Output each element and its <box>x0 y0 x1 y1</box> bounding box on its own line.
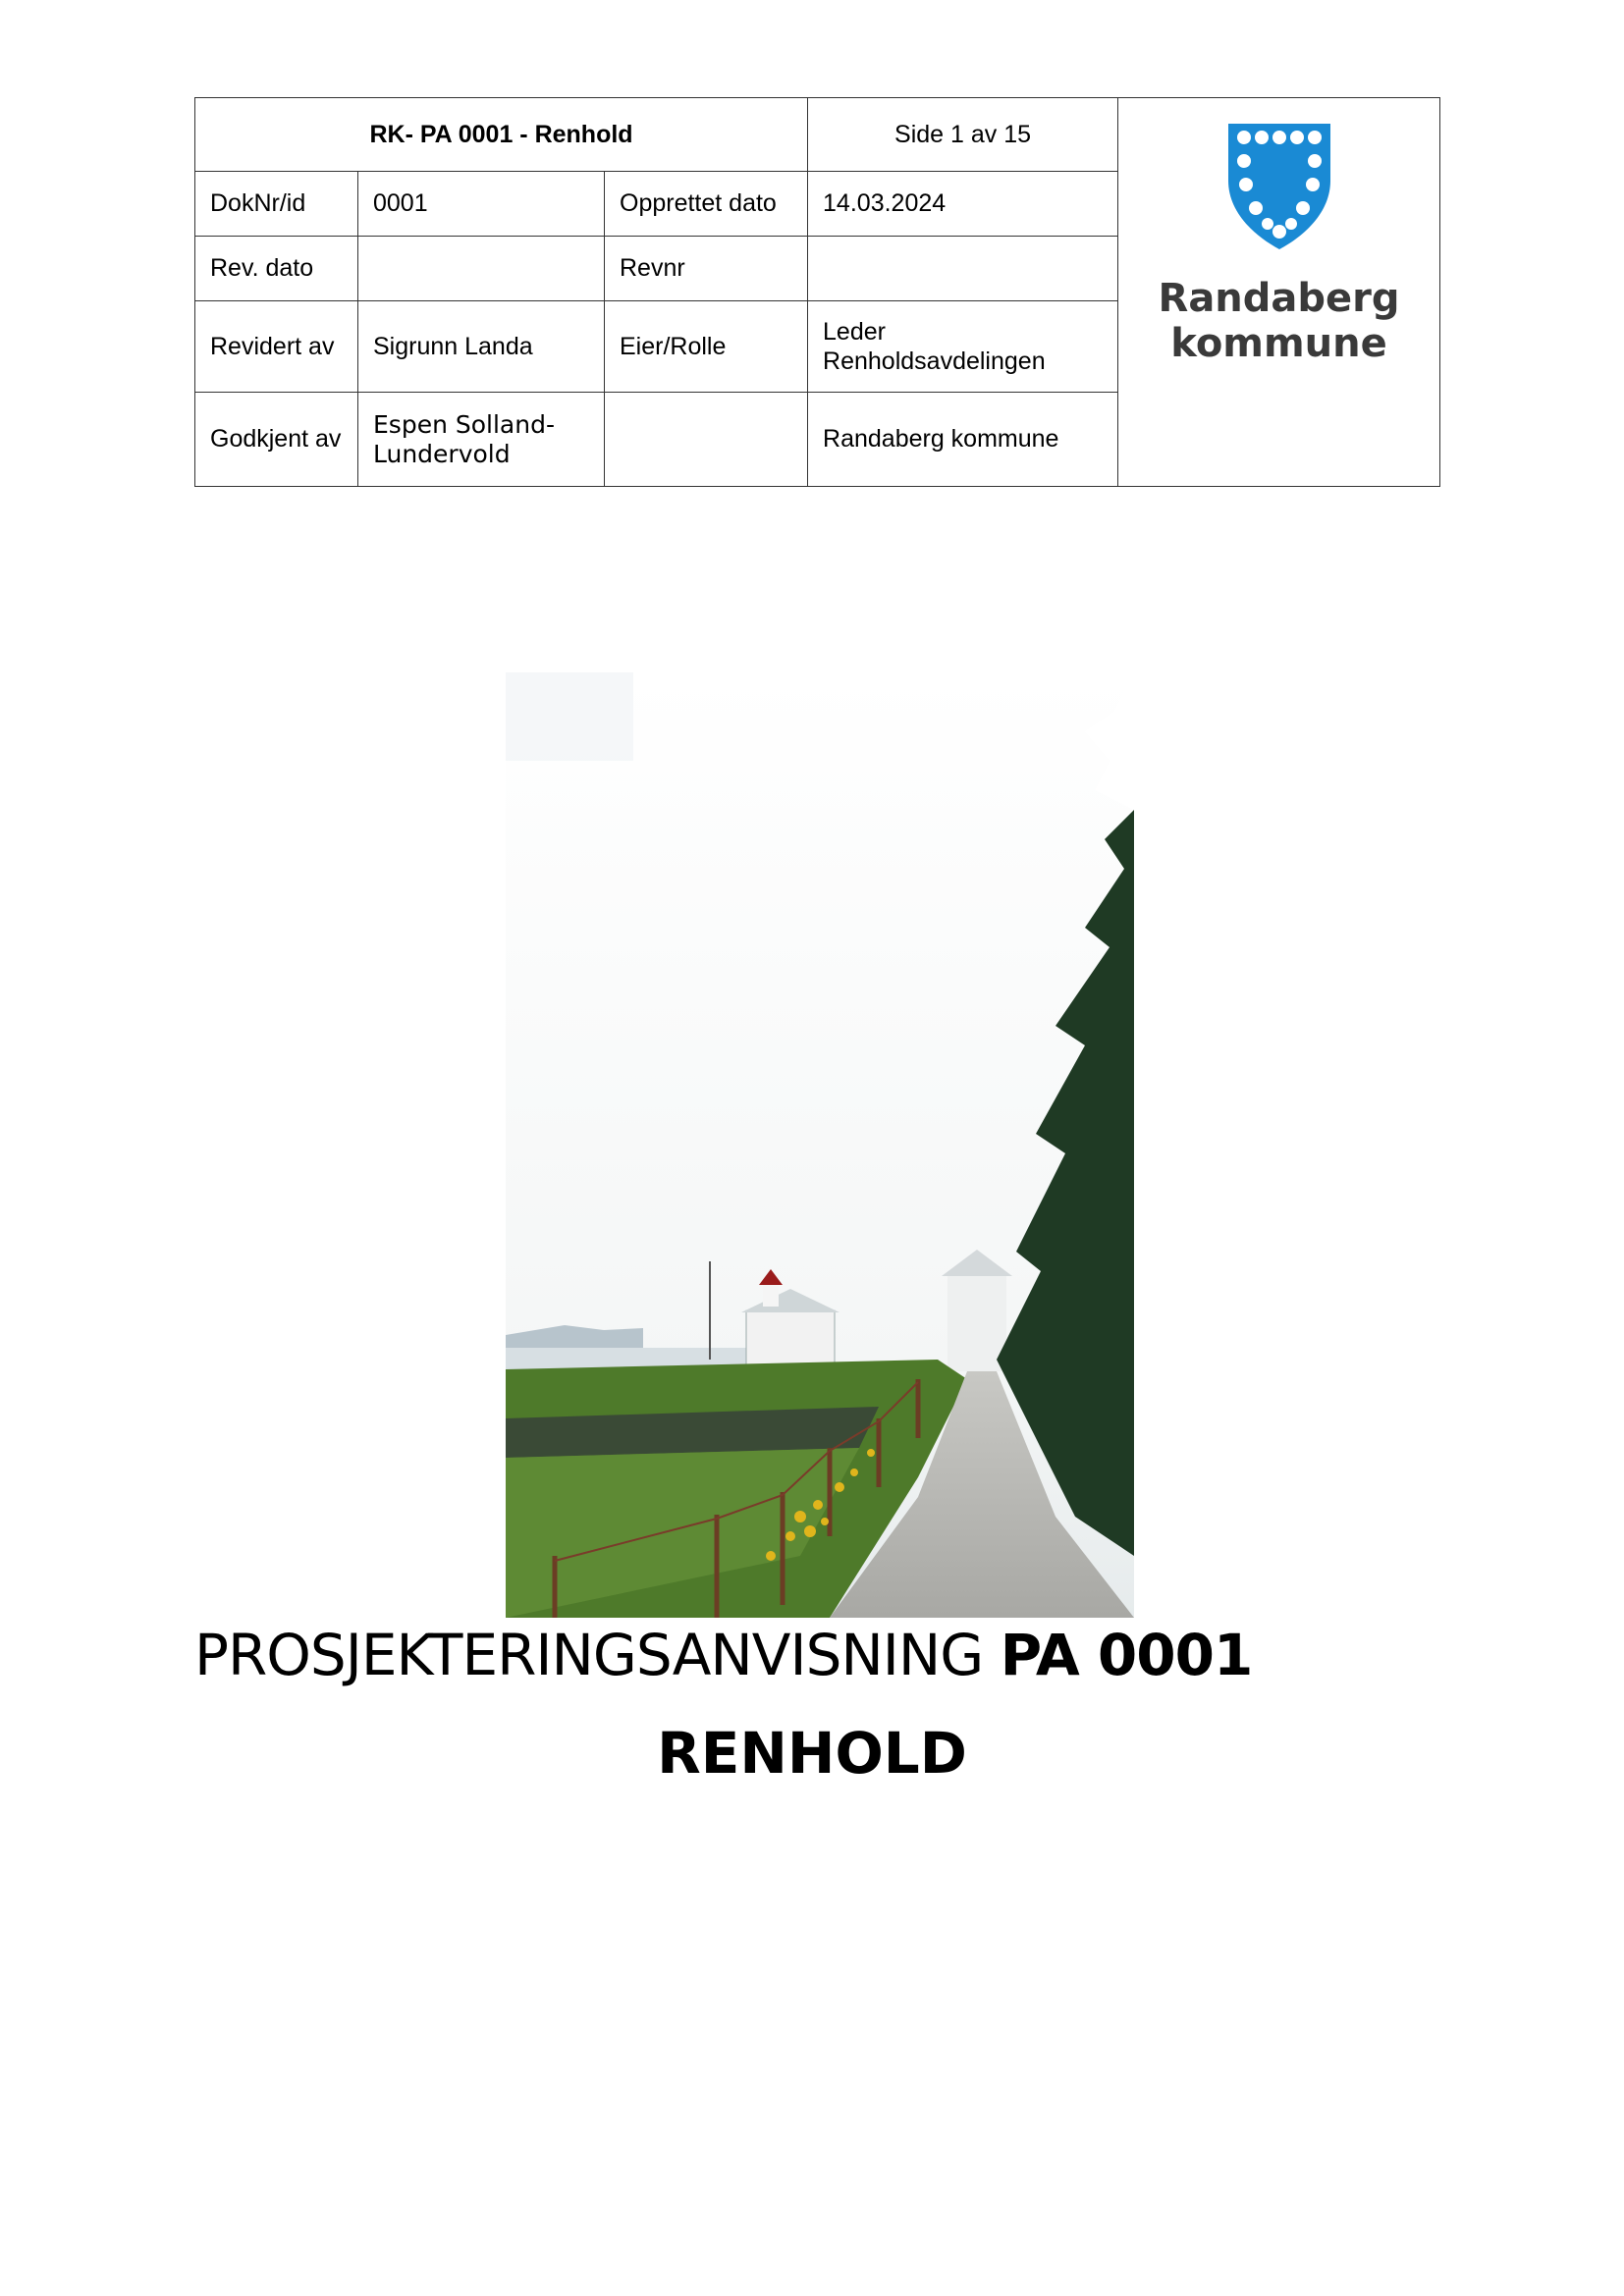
approved-by-value <box>358 393 605 487</box>
rev-date-label: Rev. dato <box>195 237 358 301</box>
organization-value: Randaberg kommune <box>808 393 1118 487</box>
doknr-value: 0001 <box>358 172 605 237</box>
revised-by-label: Revidert av <box>195 301 358 393</box>
document-main-title <box>194 1622 1252 1688</box>
doknr-label: DokNr/id <box>195 172 358 237</box>
owner-role-line1: Leder <box>823 318 886 346</box>
rev-date-value <box>358 237 605 301</box>
municipality-logo <box>1118 98 1440 487</box>
document-subject: RENHOLD <box>657 1720 967 1787</box>
created-date-value: 14.03.2024 <box>808 172 1118 237</box>
title-code: PA 0001 <box>1000 1622 1253 1688</box>
document-header-table <box>194 97 1440 487</box>
title-prefix: PROSJEKTERINGSANVISNING <box>194 1622 1001 1688</box>
approved-by-label: Godkjent av <box>195 393 358 487</box>
approved-by-line1: Espen Solland- <box>373 409 555 439</box>
document-title-cell: RK- PA 0001 - Renhold <box>195 98 808 172</box>
approved-by-line2: Lundervold <box>373 439 511 468</box>
owner-role-line2: Renholdsavdelingen <box>823 347 1046 375</box>
revnr-label: Revnr <box>605 237 808 301</box>
cover-photo <box>506 672 1134 1618</box>
page-info: Side 1 av 15 <box>808 98 1118 172</box>
created-date-label: Opprettet dato <box>605 172 808 237</box>
revnr-value <box>808 237 1118 301</box>
revised-by-value: Sigrunn Landa <box>358 301 605 393</box>
approved-empty-cell <box>605 393 808 487</box>
owner-role-value <box>808 301 1118 393</box>
owner-role-label: Eier/Rolle <box>605 301 808 393</box>
logo-text-line2: kommune <box>1170 321 1387 366</box>
logo-text-line1: Randaberg <box>1158 276 1400 321</box>
shield-icon <box>1226 122 1332 251</box>
